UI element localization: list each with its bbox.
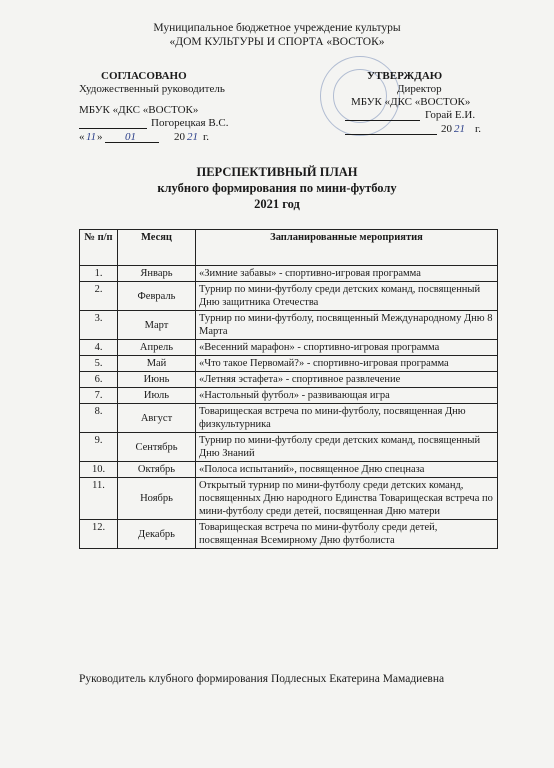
date-month: 01 [125, 131, 136, 143]
table-row [80, 311, 498, 340]
table-row [80, 478, 498, 520]
row-month: Март [118, 311, 196, 340]
plan-year: 2021 год [254, 197, 300, 211]
table-row [80, 520, 498, 549]
approval-left-org: МБУК «ДКС «ВОСТОК» [79, 104, 199, 116]
header-events: Запланированные мероприятия [196, 230, 498, 266]
footer-signature: Руководитель клубного формирования Подлесных Екатерина Мамадиевна [79, 673, 445, 685]
row-num: 3. [80, 311, 118, 340]
row-month: Июль [118, 388, 196, 404]
approval-right-role: Директор [397, 83, 442, 95]
header-num: № п/п [80, 230, 118, 266]
header-month: Месяц [118, 230, 196, 266]
table-row [80, 404, 498, 433]
org-name-line1: Муниципальное бюджетное учреждение культуры [153, 22, 401, 34]
row-event: «Весенний марафон» - спортивно-игровая программа [196, 340, 498, 356]
row-month: Июнь [118, 372, 196, 388]
table-row [80, 388, 498, 404]
approval-left-block [79, 70, 279, 145]
row-event: Товарищеская встреча по мини-футболу, посвященная Дню физкультурника [196, 404, 498, 433]
right-date-year: 21 [454, 123, 465, 135]
row-num: 6. [80, 372, 118, 388]
org-name-line2: «ДОМ КУЛЬТУРЫ И СПОРТА «ВОСТОК» [169, 36, 385, 48]
row-month: Октябрь [118, 462, 196, 478]
date-day: 11 [86, 131, 97, 143]
row-event: Турнир по мини-футболу, посвященный Международному Дню 8 Марта [196, 311, 498, 340]
signature-line-right [345, 120, 420, 121]
row-month: Декабрь [118, 520, 196, 549]
row-num: 5. [80, 356, 118, 372]
table-row [80, 462, 498, 478]
row-num: 12. [80, 520, 118, 549]
row-month: Февраль [118, 282, 196, 311]
approval-left-role: Художественный руководитель [79, 83, 225, 95]
row-event: «Зимние забавы» - спортивно-игровая программа [196, 266, 498, 282]
row-event: «Летняя эстафета» - спортивное развлечение [196, 372, 498, 388]
table-row [80, 266, 498, 282]
row-month: Август [118, 404, 196, 433]
approval-right-date: 20 21 г. [345, 123, 495, 137]
plan-subtitle: клубного формирования по мини-футболу [157, 181, 397, 195]
approval-right-block [345, 70, 495, 137]
row-num: 10. [80, 462, 118, 478]
row-event: Открытый турнир по мини-футболу среди детских команд, посвященных Дню народного Единства Товарищеская встреча по мини-футболу среди детей, посвященная Дню матери [196, 478, 498, 520]
date-year: 21 [187, 131, 198, 143]
row-month: Май [118, 356, 196, 372]
row-event: «Что такое Первомай?» - спортивно-игровая программа [196, 356, 498, 372]
row-month: Апрель [118, 340, 196, 356]
plan-title: ПЕРСПЕКТИВНЫЙ ПЛАН [196, 165, 358, 179]
approval-left-date: « 11 » 01 20 21 г. [79, 131, 210, 143]
row-num: 8. [80, 404, 118, 433]
row-num: 2. [80, 282, 118, 311]
row-num: 1. [80, 266, 118, 282]
row-num: 7. [80, 388, 118, 404]
row-num: 11. [80, 478, 118, 520]
approval-right-title: УТВЕРЖДАЮ [367, 70, 443, 82]
signature-line-left [79, 128, 147, 129]
approval-right-org: МБУК «ДКС «ВОСТОК» [351, 96, 471, 108]
row-num: 4. [80, 340, 118, 356]
row-event: Товарищеская встреча по мини-футболу среди детей, посвященная Всемирному Дню футболиста [196, 520, 498, 549]
table-header-row [80, 230, 498, 266]
row-month: Сентябрь [118, 433, 196, 462]
approval-right-signer: Горай Е.И. [425, 109, 476, 121]
row-num: 9. [80, 433, 118, 462]
table-row [80, 340, 498, 356]
approval-left-title: СОГЛАСОВАНО [101, 70, 187, 82]
table-row [80, 372, 498, 388]
table-row [80, 282, 498, 311]
row-month: Январь [118, 266, 196, 282]
row-event: «Настольный футбол» - развивающая игра [196, 388, 498, 404]
row-month: Ноябрь [118, 478, 196, 520]
approval-left-signer: Погорецкая В.С. [151, 117, 229, 129]
row-event: «Полоса испытаний», посвященное Дню спецназа [196, 462, 498, 478]
row-event: Турнир по мини-футболу среди детских команд, посвященный Дню Знаний [196, 433, 498, 462]
events-table [79, 229, 498, 549]
row-event: Турнир по мини-футболу среди детских команд, посвященный Дню защитника Отечества [196, 282, 498, 311]
table-row [80, 433, 498, 462]
table-row [80, 356, 498, 372]
